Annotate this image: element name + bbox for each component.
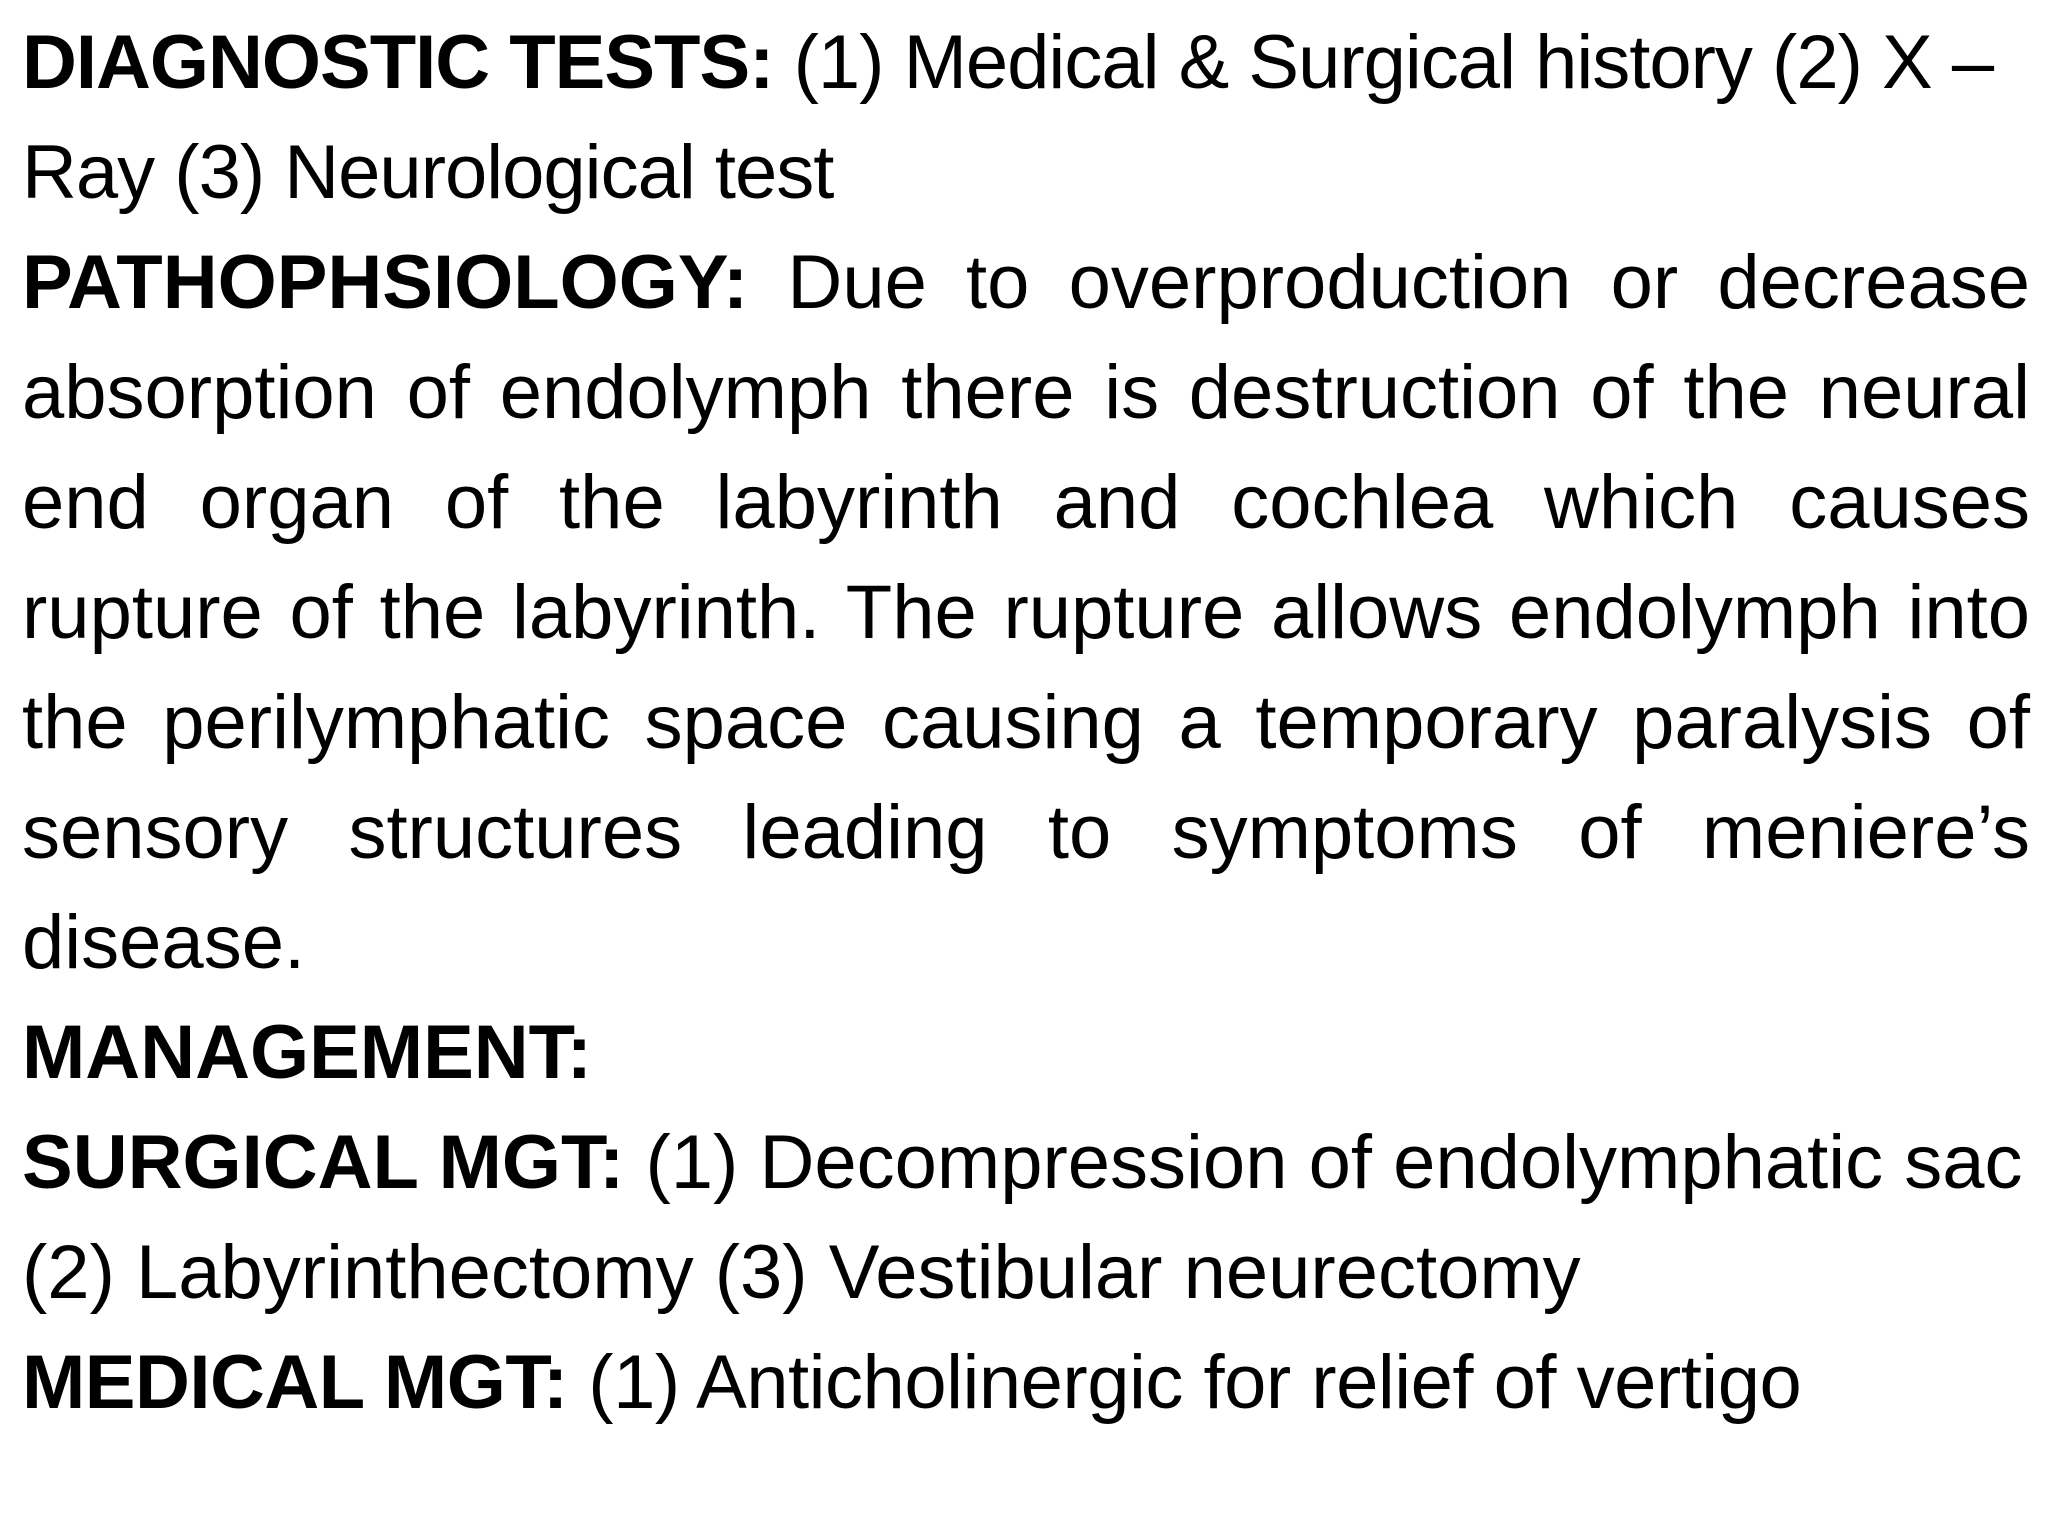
medical-mgt-text: (1) Anticholinergic for relief of vertigo — [567, 1340, 1802, 1425]
slide-content — [22, 8, 2030, 1438]
surgical-mgt-label: SURGICAL MGT: — [22, 1120, 625, 1205]
diagnostic-tests-text: (1) Medical & Surgical history (2) X – Ray (3) Neurological test — [22, 20, 1994, 215]
medical-mgt-paragraph — [22, 1328, 2030, 1438]
management-paragraph — [22, 998, 2030, 1108]
diagnostic-tests-label: DIAGNOSTIC TESTS: — [22, 20, 774, 105]
surgical-mgt-paragraph — [22, 1108, 2030, 1328]
diagnostic-tests-paragraph — [22, 8, 2030, 228]
pathophysiology-text: Due to overproduction or decrease absorption of endolymph there is destruction of the neural end organ of the labyrinth and cochlea which causes rupture of the labyrinth. The rupture allows endolymph into the perilymphatic space causing a temporary paralysis of sensory structures leading to symptoms of meniere’s disease. — [22, 240, 2030, 985]
pathophysiology-paragraph — [22, 228, 2030, 998]
surgical-mgt-text: (1) Decompression of endolymphatic sac (2) Labyrinthectomy (3) Vestibular neurectomy — [22, 1120, 2023, 1315]
medical-mgt-label: MEDICAL MGT: — [22, 1340, 568, 1425]
pathophysiology-label: PATHOPHSIOLOGY: — [22, 240, 749, 325]
management-label: MANAGEMENT: — [22, 1010, 592, 1095]
